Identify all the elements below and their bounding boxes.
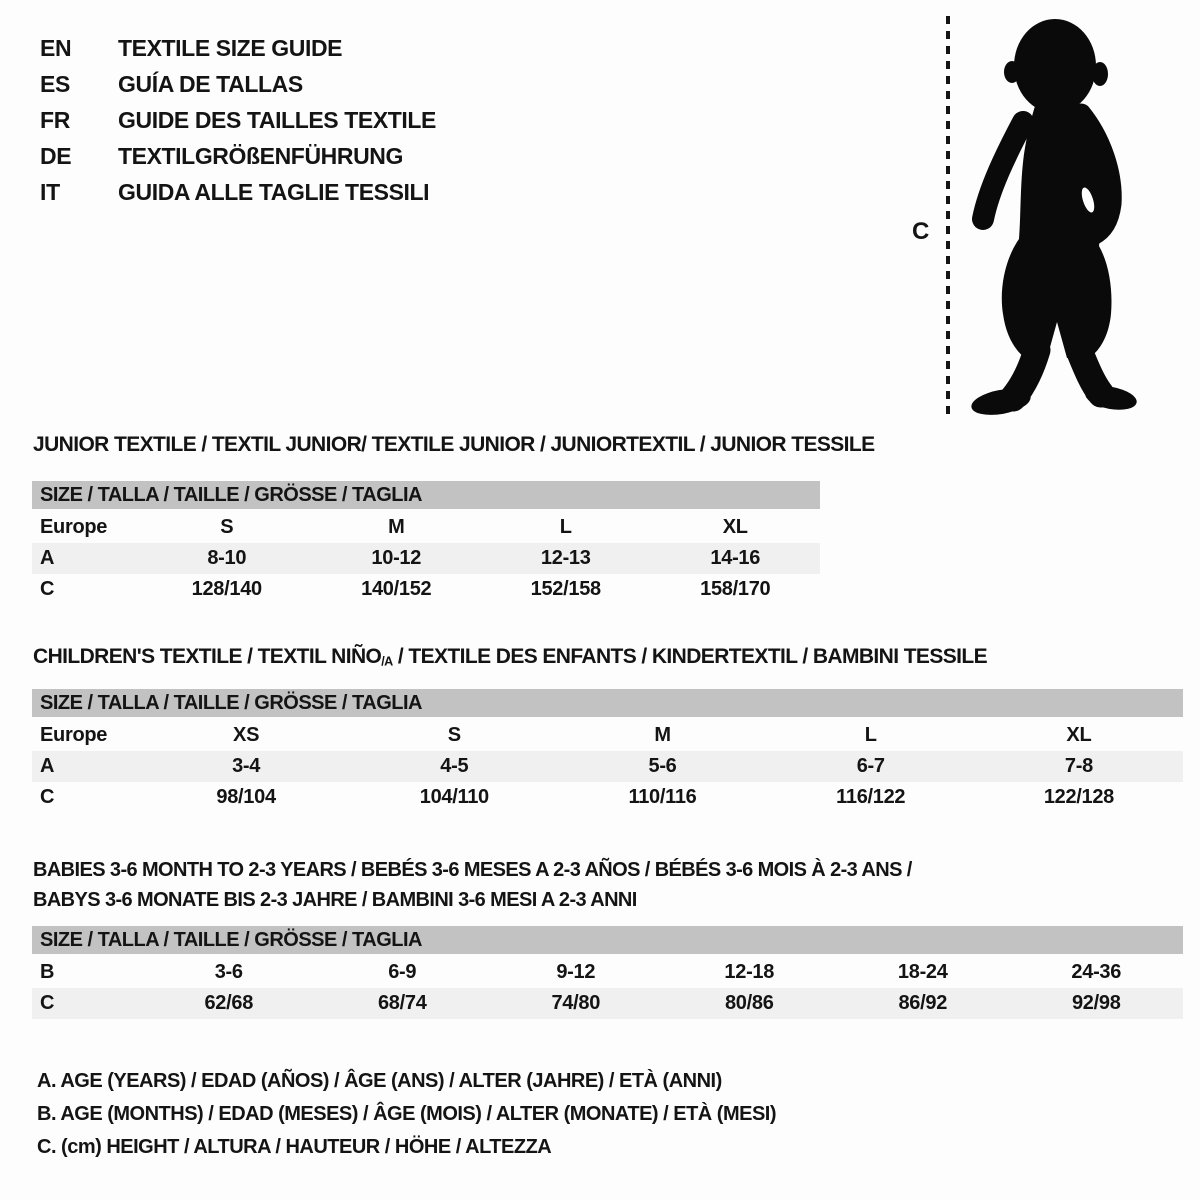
height-cell: 68/74 <box>377 992 427 1014</box>
lang-row-it <box>40 174 436 210</box>
size-cell: L <box>559 516 572 538</box>
height-cell: 122/128 <box>1043 786 1115 808</box>
lang-title: GUIDA ALLE TAGLIE TESSILI <box>118 178 430 205</box>
row-label: C <box>40 786 55 808</box>
height-cell: 128/140 <box>191 578 262 600</box>
toddler-silhouette-icon <box>961 14 1139 418</box>
lang-row-fr <box>40 102 436 138</box>
size-cell: M <box>388 516 405 538</box>
size-cell: XL <box>722 516 748 538</box>
height-cell: 110/116 <box>628 786 697 808</box>
junior-title-text: JUNIOR TEXTILE / TEXTIL JUNIOR/ TEXTILE JUNIOR / JUNIORTEXTIL / JUNIOR TESSILE <box>33 433 875 456</box>
lang-row-es <box>40 66 436 102</box>
age-cell: 5-6 <box>648 755 677 777</box>
months-cell: 9-12 <box>556 961 596 983</box>
lang-code: IT <box>40 178 60 205</box>
row-label: C <box>40 578 55 600</box>
row-label: B <box>40 961 55 983</box>
months-cell: 24-36 <box>1071 961 1122 983</box>
table-row-age <box>32 543 820 574</box>
height-cell: 116/122 <box>836 786 906 808</box>
size-cell: S <box>447 724 461 746</box>
age-cell: 14-16 <box>710 547 761 569</box>
lang-code: FR <box>40 106 71 133</box>
age-cell: 12-13 <box>540 547 591 569</box>
height-cell: 80/86 <box>724 992 774 1014</box>
table-row-europe <box>32 720 1183 751</box>
babies-title-line2: BABYS 3-6 MONATE BIS 2-3 JAHRE / BAMBINI 3-6 MESI A 2-3 ANNI <box>33 889 637 911</box>
height-measure-label: C <box>912 218 930 245</box>
age-cell: 3-4 <box>232 755 261 777</box>
height-cell: 158/170 <box>700 578 771 600</box>
age-cell: 6-7 <box>856 755 885 777</box>
height-cell: 152/158 <box>530 578 601 600</box>
table-row-age <box>32 751 1183 782</box>
height-cell: 74/80 <box>551 992 601 1014</box>
months-cell: 18-24 <box>897 961 948 983</box>
size-cell: L <box>864 724 877 746</box>
months-cell: 12-18 <box>724 961 775 983</box>
lang-row-de <box>40 138 436 174</box>
lang-title: TEXTILGRÖßENFÜHRUNG <box>118 142 403 169</box>
size-header-bar: SIZE / TALLA / TAILLE / GRÖSSE / TAGLIA <box>32 926 1183 954</box>
size-header-bar: SIZE / TALLA / TAILLE / GRÖSSE / TAGLIA <box>32 689 1183 717</box>
babies-title-line1: BABIES 3-6 MONTH TO 2-3 YEARS / BEBÉS 3-6 MESES A 2-3 AÑOS / BÉBÉS 3-6 MOIS À 2-3 ANS / <box>33 859 912 881</box>
junior-size-table <box>32 481 820 605</box>
age-cell: 10-12 <box>371 547 422 569</box>
children-size-table <box>32 689 1183 813</box>
children-title-sub: /A <box>381 654 393 669</box>
children-title-pre: CHILDREN'S TEXTILE / TEXTIL NIÑO <box>33 645 382 668</box>
legend-line-b: B. AGE (MONTHS) / EDAD (MESES) / ÂGE (MOIS) / ALTER (MONATE) / ETÀ (MESI) <box>37 1103 777 1125</box>
size-cell: M <box>654 724 671 746</box>
children-section-title <box>33 645 987 669</box>
table-row-height <box>32 782 1183 813</box>
lang-code: EN <box>40 34 72 61</box>
size-cell: XL <box>1066 724 1092 746</box>
language-list <box>40 30 436 210</box>
table-row-europe <box>32 512 820 543</box>
size-cell: S <box>220 516 234 538</box>
lang-title: GUIDE DES TAILLES TEXTILE <box>118 106 436 133</box>
age-cell: 8-10 <box>207 547 247 569</box>
size-header-bar: SIZE / TALLA / TAILLE / GRÖSSE / TAGLIA <box>32 481 820 509</box>
children-title-post: / TEXTILE DES ENFANTS / KINDERTEXTIL / BAMBINI TESSILE <box>392 645 988 668</box>
table-row-height <box>32 574 820 605</box>
lang-code: DE <box>40 142 72 169</box>
size-cell: XS <box>233 724 260 746</box>
row-label: Europe <box>40 724 108 746</box>
age-cell: 7-8 <box>1064 755 1093 777</box>
height-cell: 98/104 <box>216 786 276 808</box>
babies-section-title <box>33 855 912 915</box>
table-row-months <box>32 957 1183 988</box>
lang-title: GUÍA DE TALLAS <box>118 70 303 97</box>
lang-title: TEXTILE SIZE GUIDE <box>118 34 343 61</box>
table-row-height <box>32 988 1183 1019</box>
height-measure-dashed-line <box>946 16 950 418</box>
lang-row-en <box>40 30 436 66</box>
row-label: A <box>40 755 55 777</box>
junior-section-title <box>33 433 875 457</box>
legend <box>37 1070 776 1169</box>
height-cell: 86/92 <box>898 992 948 1014</box>
months-cell: 3-6 <box>214 961 243 983</box>
age-cell: 4-5 <box>440 755 469 777</box>
height-cell: 140/152 <box>361 578 432 600</box>
lang-code: ES <box>40 70 71 97</box>
row-label: A <box>40 547 55 569</box>
height-cell: 62/68 <box>204 992 254 1014</box>
legend-line-a: A. AGE (YEARS) / EDAD (AÑOS) / ÂGE (ANS) / ALTER (JAHRE) / ETÀ (ANNI) <box>37 1070 722 1092</box>
row-label: C <box>40 992 55 1014</box>
row-label: Europe <box>40 516 108 538</box>
height-cell: 104/110 <box>419 786 489 808</box>
babies-size-table <box>32 926 1183 1019</box>
months-cell: 6-9 <box>388 961 417 983</box>
height-cell: 92/98 <box>1071 992 1121 1014</box>
legend-line-c: C. (cm) HEIGHT / ALTURA / HAUTEUR / HÖHE / ALTEZZA <box>37 1136 552 1158</box>
